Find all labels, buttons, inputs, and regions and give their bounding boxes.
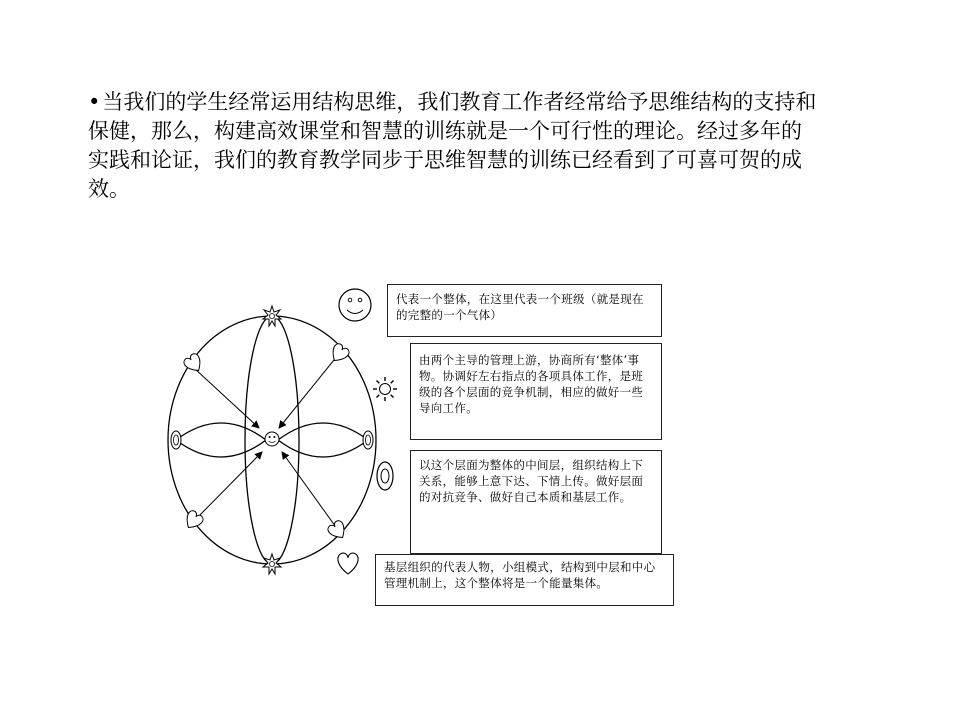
legend-smiley-icon [339, 289, 371, 321]
heart-icon [328, 342, 351, 365]
arrow-bottom-right [282, 452, 338, 530]
arrow-top-right [279, 355, 338, 428]
right-lens [278, 423, 368, 457]
heart-icon [326, 519, 349, 542]
legend-heart-icon [338, 553, 358, 574]
left-node-ring-icon [171, 431, 181, 449]
center-smiley-icon [265, 432, 279, 446]
heart-icon [182, 509, 205, 532]
legend-text-top-management: 由两个主导的管理上游，协商所有‘整体’事物。协调好左右指点的各项具体工作，是班级的各个层面的竞争机制，相应的做好一些导向工作。 [419, 353, 644, 415]
legend-sun-icon [373, 377, 397, 401]
legend-box-middle-layer [410, 450, 662, 554]
legend-box-top-management [410, 343, 662, 440]
legend-text-base-layer: 基层组织的代表人物，小组模式，结构到中层和中心管理机制上，这个整体将是一个能量集体。 [384, 560, 656, 590]
legend-box-base-layer [375, 554, 674, 606]
right-node-ring-icon [363, 431, 373, 449]
legend-box-whole [387, 284, 662, 337]
arrow-bottom-left [195, 452, 262, 520]
left-lens [176, 423, 266, 457]
legend-text-middle-layer: 以这个层面为整体的中间层，组织结构上下关系，能够上意下达、下情上传。做好层面的对抗竞争、做好自己本质和基层工作。 [419, 458, 644, 504]
legend-text-whole: 代表一个整体，在这里代表一个班级（就是现在的完整的一个气体） [396, 292, 644, 322]
intro-text: 当我们的学生经常运用结构思维，我们教育工作者经常给予思维结构的支持和保健，那么，构建高效课堂和智慧的训练就是一个可行性的理论。经过多年的实践和论证，我们的教育教学同步于思维智慧的训练已经看到了可喜可贺的成效。 [88, 90, 817, 201]
bullet-mark: • [88, 90, 101, 114]
legend-ring-icon [377, 462, 393, 490]
